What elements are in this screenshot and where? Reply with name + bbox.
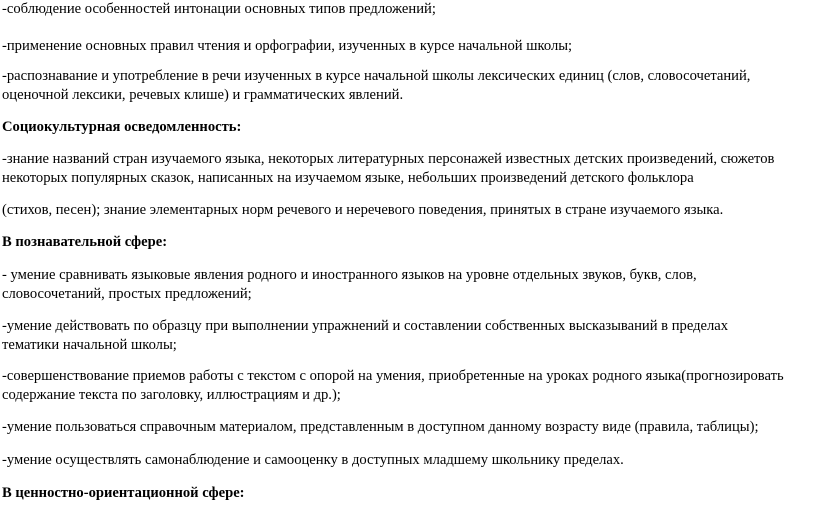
paragraph-compare-languages xyxy=(2,266,816,304)
text-line: -распознавание и употребление в речи изученных в курсе начальной школы лексических единиц (слов, словосочетаний, xyxy=(2,68,751,84)
section-heading-sociocultural: Социокультурная осведомленность: xyxy=(2,119,242,135)
text-line: некоторых популярных сказок, написанных на изучаемом языке, небольших произведений детского фольклора xyxy=(2,170,694,186)
text-line: оценочной лексики, речевых клише) и грамматических явлений. xyxy=(2,87,404,103)
paragraph-country-knowledge xyxy=(2,150,816,188)
paragraph-reference-material xyxy=(2,418,816,437)
text-line: -совершенствование приемов работы с текстом с опорой на умения, приобретенные на уроках родного языка(прогнозировать xyxy=(2,368,784,384)
text-line: - умение сравнивать языковые явления родного и иностранного языков на уровне отдельных звуков, букв, слов, xyxy=(2,267,697,283)
text-line: (стихов, песен); знание элементарных норм речевого и неречевого поведения, принятых в стране изучаемого языка. xyxy=(2,202,724,218)
section-heading-cognitive: В познавательной сфере: xyxy=(2,234,168,250)
paragraph-reading-rules xyxy=(2,37,816,56)
text-line: словосочетаний, простых предложений; xyxy=(2,286,252,302)
paragraph-speech-norms xyxy=(2,201,816,220)
text-line: тематики начальной школы; xyxy=(2,337,177,353)
text-line: -применение основных правил чтения и орфографии, изученных в курсе начальной школы; xyxy=(2,38,573,54)
text-line: -умение осуществлять самонаблюдение и самооценку в доступных младшему школьнику пределах. xyxy=(2,452,624,468)
text-line: -знание названий стран изучаемого языка, некоторых литературных персонажей известных детских произведений, сюжетов xyxy=(2,151,775,167)
paragraph-text-skills xyxy=(2,367,816,405)
section-heading-value-orientation: В ценностно-ориентационной сфере: xyxy=(2,485,245,501)
paragraph-self-assessment xyxy=(2,451,816,470)
text-line: -умение пользоваться справочным материалом, представленным в доступном данному возрасту виде (правила, таблицы); xyxy=(2,419,759,435)
text-line: содержание текста по заголовку, иллюстрациям и др.); xyxy=(2,387,341,403)
paragraph-intonation xyxy=(2,0,816,19)
text-line: -умение действовать по образцу при выполнении упражнений и составлении собственных высказываний в пределах xyxy=(2,318,729,334)
paragraph-act-by-sample xyxy=(2,317,816,355)
text-line: -соблюдение особенностей интонации основных типов предложений; xyxy=(2,1,436,17)
paragraph-lexical-units xyxy=(2,67,816,105)
